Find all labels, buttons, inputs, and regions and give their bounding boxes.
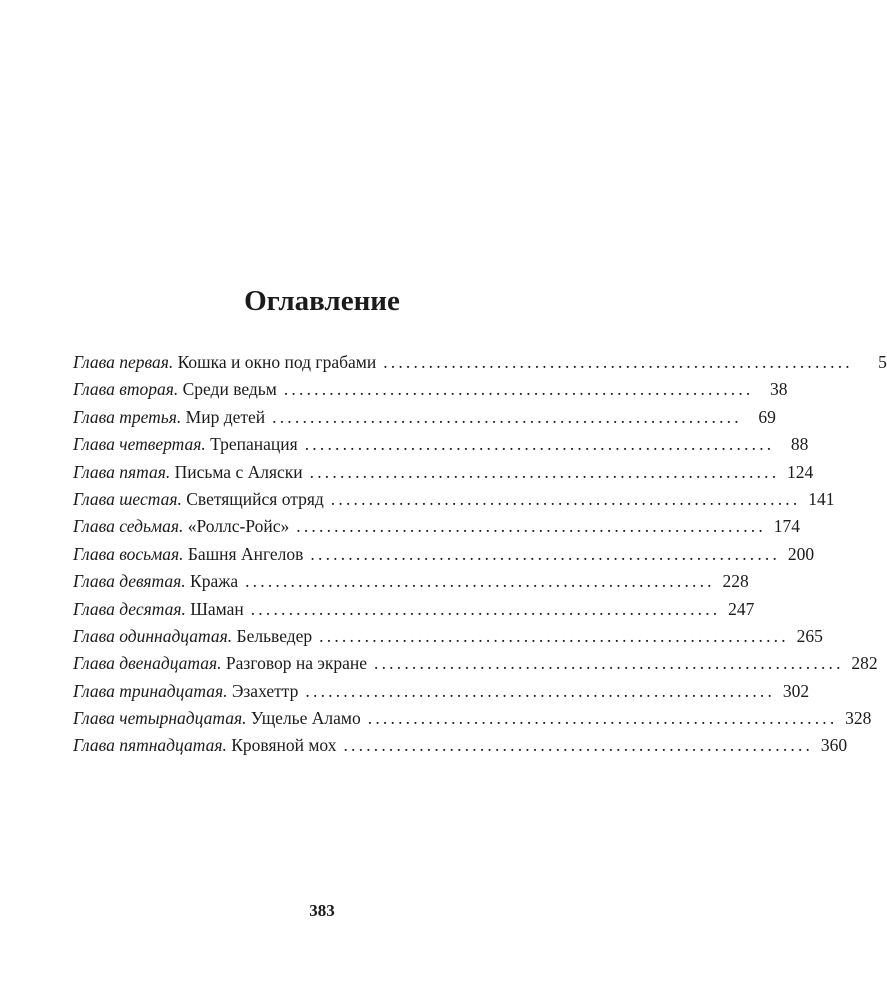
toc-entry[interactable] — [73, 513, 800, 540]
dot-leader: .............................................................. — [245, 571, 715, 592]
table-of-contents — [73, 349, 887, 760]
chapter-number: Глава одиннадцатая. — [73, 625, 233, 646]
chapter-number: Глава шестая. — [73, 488, 182, 509]
toc-entry[interactable] — [73, 376, 788, 403]
page-number: 328 — [845, 708, 872, 729]
page-number: 360 — [820, 735, 848, 756]
chapter-title: Светящийся отряд — [186, 488, 324, 509]
toc-entry[interactable] — [73, 596, 755, 623]
page-number: 302 — [782, 680, 810, 701]
toc-entry[interactable] — [73, 541, 815, 568]
page-number: 88 — [790, 434, 809, 455]
chapter-title: Бельведер — [236, 625, 313, 646]
chapter-number: Глава девятая. — [73, 571, 186, 592]
chapter-number: Глава пятая. — [73, 461, 171, 482]
page-number: 247 — [728, 598, 755, 619]
chapter-title: Кража — [190, 571, 239, 592]
chapter-title: «Роллс-Ройс» — [187, 516, 290, 537]
dot-leader: .............................................................. — [304, 434, 775, 455]
dot-leader: .............................................................. — [330, 488, 801, 509]
chapter-number: Глава пятнадцатая. — [73, 735, 227, 756]
dot-leader: .............................................................. — [343, 735, 814, 756]
toc-entry[interactable] — [73, 705, 872, 732]
chapter-title: Письма с Аляски — [174, 461, 303, 482]
chapter-number: Глава вторая. — [73, 379, 179, 400]
toc-entry[interactable] — [73, 623, 823, 650]
page-title: Оглавление — [244, 285, 400, 317]
toc-entry[interactable] — [73, 486, 835, 513]
toc-entry[interactable] — [73, 459, 814, 486]
chapter-title: Мир детей — [185, 406, 266, 427]
toc-entry[interactable] — [73, 431, 809, 458]
chapter-number: Глава третья. — [73, 406, 182, 427]
dot-leader: .............................................................. — [296, 516, 766, 537]
chapter-title: Башня Ангелов — [187, 543, 304, 564]
dot-leader: .............................................................. — [367, 708, 838, 729]
chapter-title: Эзахеттр — [231, 680, 299, 701]
dot-leader: .............................................................. — [250, 598, 721, 619]
page-number: 174 — [773, 516, 800, 537]
chapter-title: Кошка и окно под грабами — [177, 352, 377, 372]
chapter-title: Трепанация — [210, 434, 298, 455]
toc-entry[interactable] — [73, 568, 749, 595]
page-number: 124 — [787, 461, 814, 482]
page-number: 38 — [770, 379, 788, 400]
dot-leader: .............................................................. — [305, 680, 776, 701]
toc-entry[interactable] — [73, 732, 848, 759]
dot-leader: .............................................................. — [383, 352, 853, 372]
chapter-title: Ущелье Аламо — [250, 708, 361, 729]
dot-leader: .............................................................. — [272, 406, 742, 427]
dot-leader: .............................................................. — [319, 625, 789, 646]
toc-entry[interactable] — [73, 404, 776, 431]
chapter-title: Кровяной мох — [231, 735, 337, 756]
chapter-number: Глава десятая. — [73, 598, 186, 619]
chapter-number: Глава двенадцатая. — [73, 653, 222, 674]
toc-entry[interactable] — [73, 678, 810, 705]
page-number: 265 — [796, 625, 823, 646]
page-number: 69 — [758, 406, 776, 427]
page-number: 282 — [851, 653, 878, 674]
dot-leader: .............................................................. — [283, 379, 754, 400]
chapter-number: Глава четвертая. — [73, 434, 206, 455]
chapter-number: Глава восьмая. — [73, 543, 184, 564]
chapter-number: Глава тринадцатая. — [73, 680, 228, 701]
dot-leader: .............................................................. — [374, 653, 844, 674]
page-number: 5 — [878, 352, 887, 372]
dot-leader: .............................................................. — [310, 543, 781, 564]
chapter-number: Глава четырнадцатая. — [73, 708, 247, 729]
page-number: 200 — [787, 543, 815, 564]
page-number: 228 — [722, 571, 749, 592]
toc-entry[interactable] — [73, 349, 887, 376]
dot-leader: .............................................................. — [309, 461, 780, 482]
chapter-number: Глава седьмая. — [73, 516, 184, 537]
chapter-title: Среди ведьм — [182, 379, 277, 400]
toc-entry[interactable] — [73, 650, 878, 677]
page-number: 141 — [808, 488, 835, 509]
chapter-number: Глава первая. — [73, 352, 174, 372]
page-folio: 383 — [309, 901, 335, 920]
chapter-title: Разговор на экране — [225, 653, 368, 674]
chapter-title: Шаман — [190, 598, 244, 619]
